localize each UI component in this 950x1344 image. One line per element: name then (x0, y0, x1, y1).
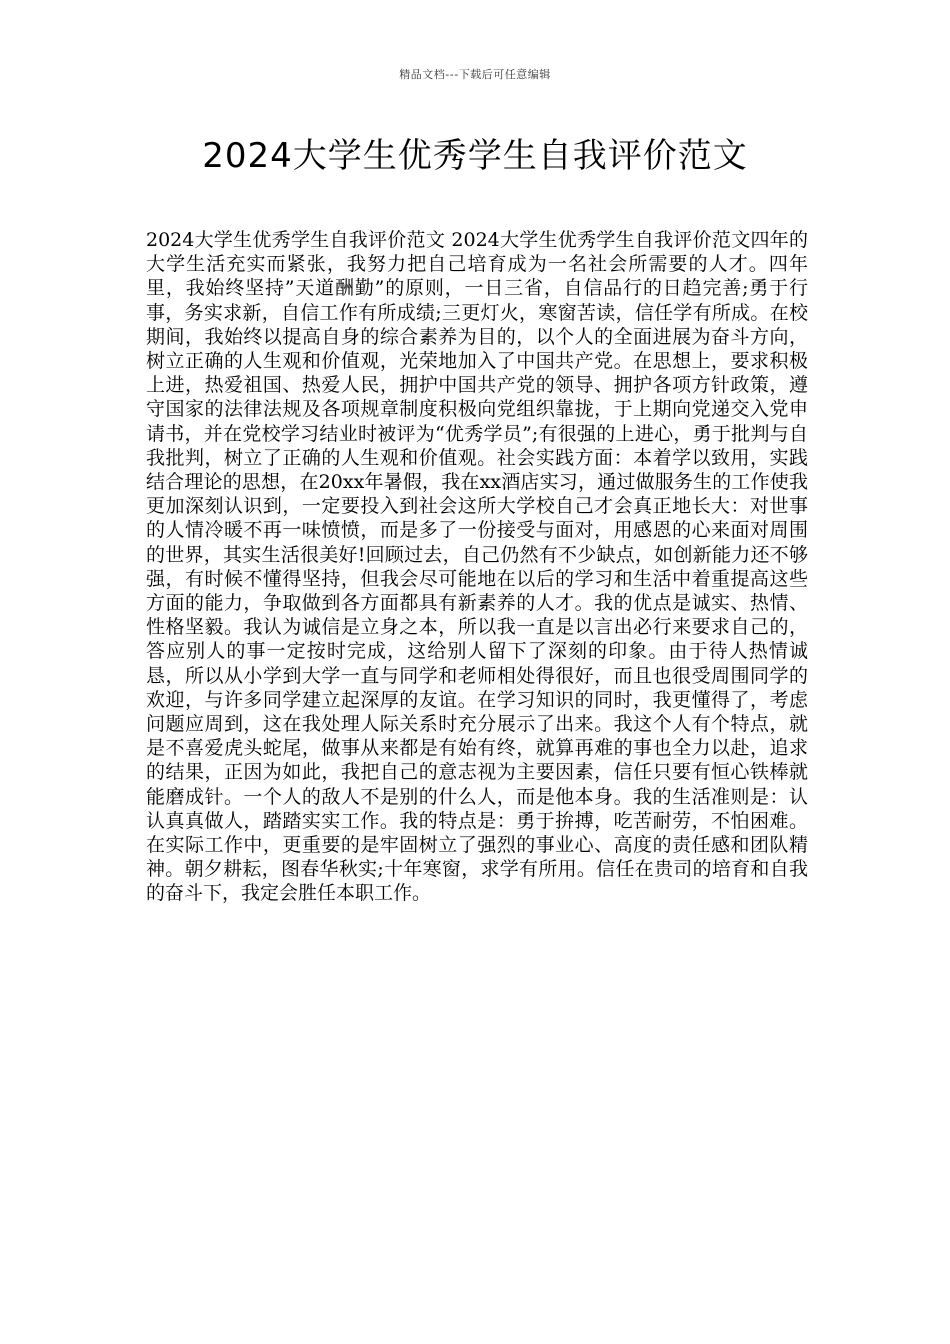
page-header-note: 精品文档---下载后可任意编辑 (399, 68, 551, 81)
document-title: 2024大学生优秀学生自我评价范文 (202, 136, 748, 176)
document-body-paragraph: 2024大学生优秀学生自我评价范文 2024大学生优秀学生自我评价范文四年的大学生活充实而紧张，我努力把自己培育成为一名社会所需要的人才。四年里，我始终坚持”天道酬勤”的原则，一日三省，自信品行的日趋完善;勇于行事，务实求新，自信工作有所成绩;三更灯火，寒窗苦读，信任学有所成。在校期间，我始终以提高自身的综合素养为目的，以个人的全面进展为奋斗方向，树立正确的人生观和价值观，光荣地加入了中国共产党。在思想上，要求积极上进，热爱祖国、热爱人民，拥护中国共产党的领导、拥护各项方针政策，遵守国家的法律法规及各项规章制度积极向党组织靠拢，于上期向党递交入党申请书，并在党校学习结业时被评为“优秀学员”;有很强的上进心，勇于批判与自我批判，树立了正确的人生观和价值观。社会实践方面：本着学以致用，实践结合理论的思想，在20xx年暑假，我在xx酒店实习，通过做服务生的工作使我更加深刻认识到，一定要投入到社会这所大学校自己才会真正地长大：对世事的人情冷暖不再一味愤愤，而是多了一份接受与面对，用感恩的心来面对周围的世界，其实生活很美好!回顾过去，自己仍然有不少缺点，如创新能力还不够强，有时候不懂得坚持，但我会尽可能地在以后的学习和生活中着重提高这些方面的能力，争取做到各方面都具有新素养的人才。我的优点是诚实、热情、性格坚毅。我认为诚信是立身之本，所以我一直是以言出必行来要求自己的，答应别人的事一定按时完成，这给别人留下了深刻的印象。由于待人热情诚恳，所以从小学到大学一直与同学和老师相处得很好，而且也很受周围同学的欢迎，与许多同学建立起深厚的友谊。在学习知识的同时，我更懂得了，考虑问题应周到，这在我处理人际关系时充分展示了出来。我这个人有个特点，就是不喜爱虎头蛇尾，做事从来都是有始有终，就算再难的事也全力以赴，追求的结果，正因为如此，我把自己的意志视为主要因素，信任只要有恒心铁棒就能磨成针。一个人的敌人不是别的什么人，而是他本身。我的生活准则是：认认真真做人，踏踏实实工作。我的特点是：勇于拚搏，吃苦耐劳，不怕困难。在实际工作中，更重要的是牢固树立了强烈的事业心、高度的责任感和团队精神。朝夕耕耘，图春华秋实;十年寒窗，求学有所用。信任在贵司的培育和自我的奋斗下，我定会胜任本职工作。 (146, 229, 808, 905)
